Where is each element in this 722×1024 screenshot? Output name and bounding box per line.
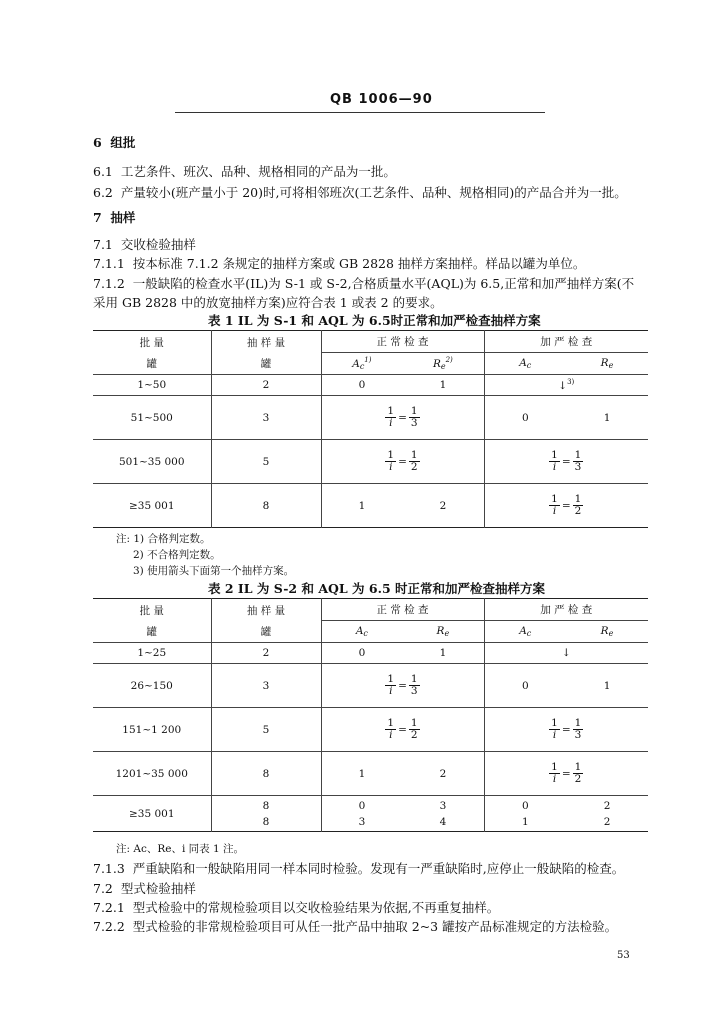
table1-cell-sample: 5	[211, 440, 321, 484]
table-row	[93, 752, 648, 796]
table2-head-tightened-acre: $A_c$ $R_e$	[484, 621, 648, 643]
table1-note-1: 注: 1) 合格判定数。	[116, 533, 211, 545]
table1-cell-sample: 8	[211, 484, 321, 528]
header-rule	[175, 112, 545, 113]
table2-head-lot: 批 量 罐	[93, 599, 211, 643]
table1-head-lot: 批 量 罐	[93, 331, 211, 375]
table2-cell-lot: 151~1 200	[93, 708, 211, 752]
table1-caption: 表 1 IL 为 S-1 和 AQL 为 6.5时正常和加严检查抽样方案	[208, 313, 541, 328]
table2-note: 注: Ac、Re、i 同表 1 注。	[116, 843, 245, 855]
table2-caption: 表 2 IL 为 S-2 和 AQL 为 6.5 时正常和加严检查抽样方案	[208, 581, 545, 596]
table2-cell-tightened: $\frac{1}{i}$ = $\frac{1}{3}$	[484, 708, 648, 752]
table1	[93, 330, 648, 528]
table2-cell-lot: 26~150	[93, 664, 211, 708]
table1-note-3: 3) 使用箭头下面第一个抽样方案。	[133, 565, 295, 577]
table1-head-normal-acre: $A_c^{1)}$ $R_e^{2)}$	[321, 353, 484, 375]
table-row	[93, 643, 648, 664]
table1-cell-lot: ≥35 001	[128, 499, 175, 512]
table2-cell-sample: 8 8	[211, 796, 321, 832]
table2-cell-lot: ≥35 001	[128, 807, 175, 820]
table1-cell-tightened: 0 1	[484, 396, 648, 440]
table2-cell-normal: $\frac{1}{i}$ = $\frac{1}{3}$	[321, 664, 484, 708]
table2-cell-tightened	[484, 643, 648, 664]
clause-7-2-1: 7.2.1 型式检验中的常规检验项目以交收检验结果为依据,不再重复抽样。	[93, 900, 500, 915]
table2-cell-tightened: 0 2 1 2	[484, 796, 648, 832]
table2-head-sample: 抽 样 量 罐	[211, 599, 321, 643]
table1-head-tightened: 加 严 检 查	[484, 331, 648, 353]
table1-cell-normal: 1 2	[321, 484, 484, 528]
table1-cell-sample: 2	[211, 375, 321, 396]
clause-7-1-3: 7.1.3 严重缺陷和一般缺陷用同一样本同时检验。发现有一严重缺陷时,应停止一般缺陷的检查。	[93, 861, 625, 876]
table1-cell-sample: 3	[211, 396, 321, 440]
table2-cell-normal: 0 3 3 4	[321, 796, 484, 832]
table1-head-sample: 抽 样 量 罐	[211, 331, 321, 375]
table1-note-2: 2) 不合格判定数。	[133, 549, 221, 561]
clause-7-1-1: 7.1.1 按本标准 7.1.2 条规定的抽样方案或 GB 2828 抽样方案抽样。样品以罐为单位。	[93, 256, 586, 271]
clause-7-1-2-cont: 采用 GB 2828 中的放宽抽样方案)应符合表 1 或表 2 的要求。	[93, 295, 443, 310]
table2-cell-sample: 3	[211, 664, 321, 708]
clause-7-2: 7.2 型式检验抽样	[93, 881, 196, 896]
table1-cell-lot: 51~500	[93, 396, 211, 440]
clause-6-2: 6.2 产量较小(班产量小于 20)时,可将相邻班次(工艺条件、品种、规格相同)的产品合并为一批。	[93, 185, 627, 200]
table1-cell-tightened: ↓$^{3)}$	[484, 375, 648, 396]
table2-cell-sample: 5	[211, 708, 321, 752]
table2-cell-normal: 0 1	[321, 643, 484, 664]
table-row	[93, 396, 648, 440]
table1-cell-normal: 0 1	[321, 375, 484, 396]
table2-cell-lot: 1201~35 000	[93, 752, 211, 796]
table2-head-normal: 正 常 检 查	[321, 599, 484, 621]
table2-cell-lot: 1~25	[93, 643, 211, 664]
table1-cell-tightened: $\frac{1}{i}$ = $\frac{1}{2}$	[484, 484, 648, 528]
table-row	[93, 440, 648, 484]
clause-7-1-2: 7.1.2 一般缺陷的检查水平(IL)为 S-1 或 S-2,合格质量水平(AQL)为 6.5,正常和加严抽样方案(不	[93, 276, 635, 291]
table-row	[93, 664, 648, 708]
table1-head-normal: 正 常 检 查	[321, 331, 484, 353]
table2-cell-normal: $\frac{1}{i}$ = $\frac{1}{2}$	[321, 708, 484, 752]
clause-7-1: 7.1 交收检验抽样	[93, 237, 196, 252]
down-arrow-icon: ↓	[561, 647, 571, 659]
table-row	[93, 484, 648, 528]
table2-cell-tightened: $\frac{1}{i}$ = $\frac{1}{2}$	[484, 752, 648, 796]
table1-cell-lot: 501~35 000	[93, 440, 211, 484]
table-row	[93, 796, 648, 832]
clause-7-2-2: 7.2.2 型式检验的非常规检验项目可从任一批产品中抽取 2~3 罐按产品标准规定的方法检验。	[93, 919, 618, 934]
table2-head-normal-acre: $A_c$ $R_e$	[321, 621, 484, 643]
table2-cell-sample: 2	[211, 643, 321, 664]
table2-cell-normal: 1 2	[321, 752, 484, 796]
clause-6-1: 6.1 工艺条件、班次、品种、规格相同的产品为一批。	[93, 164, 396, 179]
section-6-heading: 6 组批	[93, 135, 136, 150]
table2-head-tightened: 加 严 检 查	[484, 599, 648, 621]
document-code: QB 1006—90	[330, 92, 433, 107]
table1-cell-tightened: $\frac{1}{i}$ = $\frac{1}{3}$	[484, 440, 648, 484]
table-row	[93, 375, 648, 396]
table-row	[93, 708, 648, 752]
table2-cell-sample: 8	[211, 752, 321, 796]
page-number: 53	[617, 950, 630, 961]
table1-cell-lot: 1~50	[93, 375, 211, 396]
table1-head-tightened-acre: $A_c$ $R_e$	[484, 353, 648, 375]
table1-cell-normal: $\frac{1}{i}$ = $\frac{1}{2}$	[321, 440, 484, 484]
table2	[93, 598, 648, 832]
down-arrow-icon: ↓	[558, 380, 568, 392]
table1-cell-normal: $\frac{1}{i}$ = $\frac{1}{3}$	[321, 396, 484, 440]
table2-cell-tightened: 0 1	[484, 664, 648, 708]
section-7-heading: 7 抽样	[93, 210, 136, 225]
